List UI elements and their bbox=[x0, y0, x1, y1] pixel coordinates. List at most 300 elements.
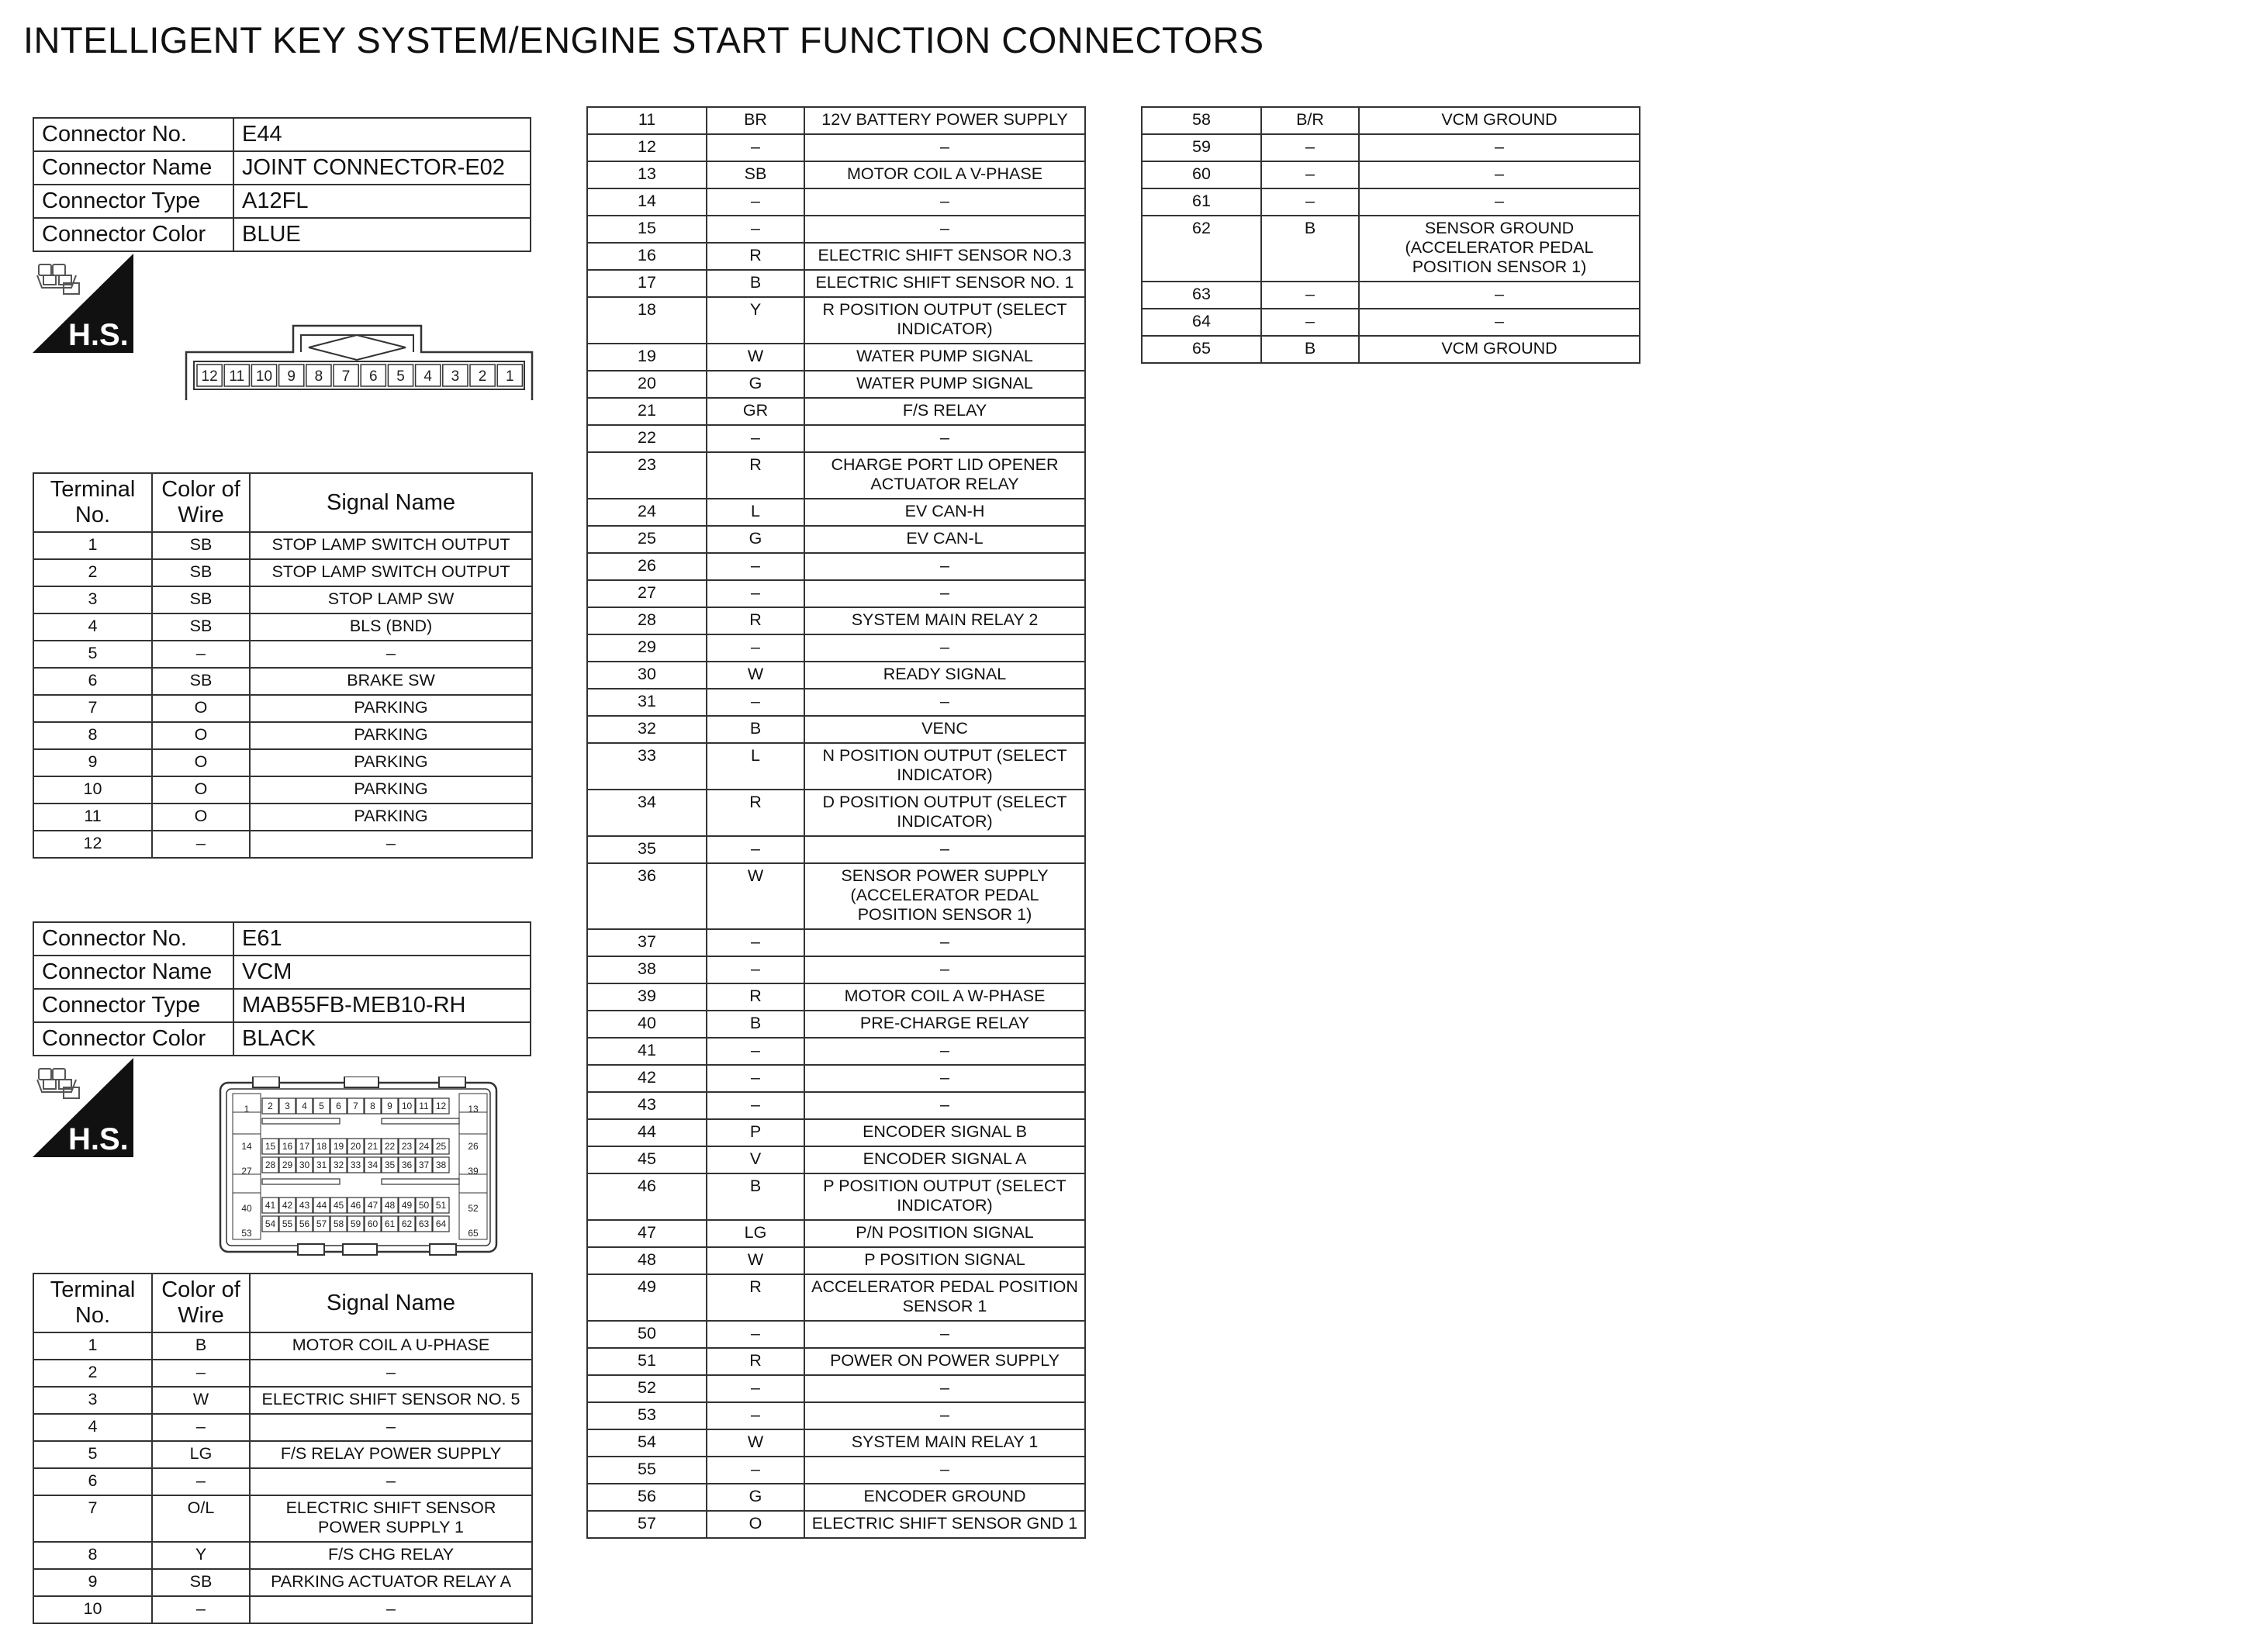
terminal-no-cell: 3 bbox=[33, 1387, 152, 1414]
terminal-no-cell: 10 bbox=[33, 1596, 152, 1623]
wire-color-cell: R bbox=[707, 1274, 804, 1321]
table-row bbox=[1142, 188, 1640, 216]
table-row bbox=[587, 1348, 1085, 1375]
connector-type-value: A12FL bbox=[233, 185, 531, 218]
wire-color-cell: – bbox=[707, 580, 804, 607]
table-row bbox=[587, 929, 1085, 956]
connector-name-row bbox=[33, 956, 531, 989]
terminal-no-cell: 2 bbox=[33, 1360, 152, 1387]
signal-name-cell: – bbox=[804, 836, 1085, 863]
terminal-no-cell: 9 bbox=[33, 749, 152, 776]
signal-name-cell: – bbox=[804, 929, 1085, 956]
wire-color-cell: – bbox=[707, 634, 804, 662]
signal-name-cell: SYSTEM MAIN RELAY 2 bbox=[804, 607, 1085, 634]
table-row bbox=[587, 270, 1085, 297]
wire-color-cell: B bbox=[1261, 216, 1359, 282]
wire-color-cell: – bbox=[707, 1375, 804, 1402]
signal-name-cell: PRE-CHARGE RELAY bbox=[804, 1011, 1085, 1038]
table-row bbox=[1142, 282, 1640, 309]
wire-color-cell: W bbox=[707, 344, 804, 371]
signal-name-cell: ELECTRIC SHIFT SENSOR NO.3 bbox=[804, 243, 1085, 270]
pin-number: 62 bbox=[401, 1218, 413, 1229]
terminal-no-cell: 44 bbox=[587, 1119, 707, 1146]
connector-color-row bbox=[33, 218, 531, 251]
signal-name-cell: ENCODER GROUND bbox=[804, 1484, 1085, 1511]
table-row bbox=[587, 1065, 1085, 1092]
terminal-table-header bbox=[33, 473, 532, 532]
wire-color-cell: SB bbox=[152, 1569, 250, 1596]
terminal-no-cell: 4 bbox=[33, 1414, 152, 1441]
header-signal-name: Signal Name bbox=[250, 473, 532, 532]
terminal-no-cell: 49 bbox=[587, 1274, 707, 1321]
pin-number: 2 bbox=[478, 368, 487, 385]
terminal-no-cell: 5 bbox=[33, 1441, 152, 1468]
wire-color-cell: – bbox=[707, 1402, 804, 1429]
terminal-no-cell: 59 bbox=[1142, 134, 1261, 161]
table-row bbox=[587, 1220, 1085, 1247]
signal-name-cell: ELECTRIC SHIFT SENSOR POWER SUPPLY 1 bbox=[250, 1495, 532, 1542]
wire-color-cell: W bbox=[152, 1387, 250, 1414]
terminal-no-cell: 6 bbox=[33, 668, 152, 695]
connector-name-row bbox=[33, 151, 531, 185]
pin-number: 38 bbox=[435, 1160, 447, 1170]
signal-name-cell: – bbox=[804, 1092, 1085, 1119]
signal-name-cell: – bbox=[250, 1360, 532, 1387]
signal-name-cell: SYSTEM MAIN RELAY 1 bbox=[804, 1429, 1085, 1457]
pin-number: 19 bbox=[333, 1141, 344, 1152]
table-row bbox=[33, 831, 532, 858]
table-row bbox=[1142, 336, 1640, 363]
signal-name-cell: VENC bbox=[804, 716, 1085, 743]
table-row bbox=[587, 1375, 1085, 1402]
signal-name-cell: ACCELERATOR PEDAL POSITION SENSOR 1 bbox=[804, 1274, 1085, 1321]
terminal-no-cell: 45 bbox=[587, 1146, 707, 1173]
pin-cavity bbox=[262, 1118, 340, 1124]
connector-color-label: Connector Color bbox=[33, 1022, 233, 1056]
connector-type-label: Connector Type bbox=[33, 989, 233, 1022]
table-row bbox=[33, 1332, 532, 1360]
connector-name-value: JOINT CONNECTOR-E02 bbox=[233, 151, 531, 185]
connector-type-value: MAB55FB-MEB10-RH bbox=[233, 989, 531, 1022]
header-terminal-no: Terminal No. bbox=[33, 473, 152, 532]
wire-color-cell: – bbox=[1261, 309, 1359, 336]
table-row bbox=[33, 559, 532, 586]
pin-number: 64 bbox=[435, 1218, 447, 1229]
terminal-table-e61-part3 bbox=[1141, 106, 1640, 364]
signal-name-cell: D POSITION OUTPUT (SELECT INDICATOR) bbox=[804, 790, 1085, 836]
signal-name-cell: POWER ON POWER SUPPLY bbox=[804, 1348, 1085, 1375]
pin-cavity bbox=[262, 1179, 340, 1184]
pin-number: 31 bbox=[316, 1160, 327, 1170]
pin-number: 21 bbox=[367, 1141, 379, 1152]
table-row bbox=[587, 134, 1085, 161]
table-row bbox=[587, 553, 1085, 580]
signal-name-cell: – bbox=[804, 425, 1085, 452]
table-row bbox=[587, 607, 1085, 634]
terminal-no-cell: 56 bbox=[587, 1484, 707, 1511]
wire-color-cell: O bbox=[152, 695, 250, 722]
pin-number: 29 bbox=[282, 1160, 293, 1170]
pin-number: 33 bbox=[350, 1160, 361, 1170]
table-row bbox=[33, 668, 532, 695]
wire-color-cell: – bbox=[707, 1065, 804, 1092]
signal-name-cell: CHARGE PORT LID OPENER ACTUATOR RELAY bbox=[804, 452, 1085, 499]
terminal-no-cell: 22 bbox=[587, 425, 707, 452]
pin-number: 7 bbox=[341, 368, 351, 385]
wire-color-cell: – bbox=[707, 929, 804, 956]
wire-color-cell: G bbox=[707, 371, 804, 398]
table-row bbox=[33, 613, 532, 641]
pin-number: 65 bbox=[468, 1228, 479, 1239]
connector-type-row bbox=[33, 989, 531, 1022]
wire-color-cell: G bbox=[707, 526, 804, 553]
table-row bbox=[33, 532, 532, 559]
pin-number: 2 bbox=[268, 1101, 273, 1111]
harness-side-icon bbox=[33, 254, 133, 353]
pin-number: 11 bbox=[419, 1101, 429, 1111]
signal-name-cell: ELECTRIC SHIFT SENSOR NO. 5 bbox=[250, 1387, 532, 1414]
signal-name-cell: – bbox=[250, 1596, 532, 1623]
terminal-no-cell: 50 bbox=[587, 1321, 707, 1348]
connector-color-row bbox=[33, 1022, 531, 1056]
table-row bbox=[587, 425, 1085, 452]
connector-no-row bbox=[33, 922, 531, 956]
signal-name-cell: SENSOR GROUND (ACCELERATOR PEDAL POSITION SENSOR 1) bbox=[1359, 216, 1640, 282]
terminal-no-cell: 16 bbox=[587, 243, 707, 270]
table-row bbox=[587, 452, 1085, 499]
connector-name-label: Connector Name bbox=[33, 956, 233, 989]
terminal-no-cell: 11 bbox=[33, 804, 152, 831]
wire-color-cell: O bbox=[152, 804, 250, 831]
terminal-no-cell: 25 bbox=[587, 526, 707, 553]
wire-color-cell: B bbox=[707, 716, 804, 743]
table-row bbox=[587, 716, 1085, 743]
harness-side-icon bbox=[33, 1058, 133, 1157]
table-row bbox=[587, 662, 1085, 689]
pin-number: 52 bbox=[468, 1203, 479, 1214]
terminal-no-cell: 53 bbox=[587, 1402, 707, 1429]
pin-number: 37 bbox=[418, 1160, 430, 1170]
terminal-no-cell: 31 bbox=[587, 689, 707, 716]
hs-label: H.S. bbox=[68, 318, 129, 352]
pin-number: 58 bbox=[333, 1218, 344, 1229]
connector-color-value: BLUE bbox=[233, 218, 531, 251]
pin-number: 1 bbox=[244, 1104, 250, 1115]
wire-color-cell: – bbox=[707, 956, 804, 983]
terminal-no-cell: 48 bbox=[587, 1247, 707, 1274]
wire-color-cell: L bbox=[707, 499, 804, 526]
pin-number: 42 bbox=[282, 1200, 293, 1211]
pin-number: 9 bbox=[287, 368, 296, 385]
pin-number: 23 bbox=[401, 1141, 413, 1152]
pin-number: 41 bbox=[264, 1200, 276, 1211]
pin-number: 36 bbox=[401, 1160, 413, 1170]
signal-name-cell: ELECTRIC SHIFT SENSOR NO. 1 bbox=[804, 270, 1085, 297]
signal-name-cell: – bbox=[250, 1468, 532, 1495]
table-row bbox=[587, 1484, 1085, 1511]
signal-name-cell: VCM GROUND bbox=[1359, 107, 1640, 134]
wire-color-cell: – bbox=[707, 1092, 804, 1119]
pin-number: 55 bbox=[282, 1218, 293, 1229]
signal-name-cell: – bbox=[804, 216, 1085, 243]
signal-name-cell: WATER PUMP SIGNAL bbox=[804, 371, 1085, 398]
table-row bbox=[33, 1387, 532, 1414]
pin-number: 63 bbox=[418, 1218, 430, 1229]
terminal-no-cell: 1 bbox=[33, 1332, 152, 1360]
terminal-table-e44 bbox=[33, 472, 533, 859]
terminal-no-cell: 21 bbox=[587, 398, 707, 425]
wire-color-cell: B bbox=[1261, 336, 1359, 363]
wire-color-cell: W bbox=[707, 863, 804, 929]
pin-cavity bbox=[382, 1118, 459, 1124]
signal-name-cell: – bbox=[250, 831, 532, 858]
terminal-no-cell: 32 bbox=[587, 716, 707, 743]
table-row bbox=[33, 1495, 532, 1542]
signal-name-cell: F/S CHG RELAY bbox=[250, 1542, 532, 1569]
wire-color-cell: – bbox=[152, 1596, 250, 1623]
pin-number: 7 bbox=[353, 1101, 358, 1111]
terminal-no-cell: 17 bbox=[587, 270, 707, 297]
connector-info-e61 bbox=[33, 921, 531, 1056]
table-row bbox=[587, 1429, 1085, 1457]
wire-color-cell: R bbox=[707, 452, 804, 499]
signal-name-cell: PARKING ACTUATOR RELAY A bbox=[250, 1569, 532, 1596]
terminal-no-cell: 47 bbox=[587, 1220, 707, 1247]
terminal-no-cell: 18 bbox=[587, 297, 707, 344]
signal-name-cell: VCM GROUND bbox=[1359, 336, 1640, 363]
terminal-no-cell: 38 bbox=[587, 956, 707, 983]
header-terminal-no: Terminal No. bbox=[33, 1274, 152, 1332]
table-row bbox=[33, 641, 532, 668]
wire-color-cell: – bbox=[707, 425, 804, 452]
wire-color-cell: – bbox=[707, 216, 804, 243]
terminal-table-header bbox=[33, 1274, 532, 1332]
table-row bbox=[33, 1360, 532, 1387]
signal-name-cell: PARKING bbox=[250, 776, 532, 804]
wire-color-cell: – bbox=[707, 134, 804, 161]
connector-no-row bbox=[33, 118, 531, 151]
signal-name-cell: – bbox=[250, 641, 532, 668]
header-signal-name: Signal Name bbox=[250, 1274, 532, 1332]
signal-name-cell: SENSOR POWER SUPPLY (ACCELERATOR PEDAL POSITION SENSOR 1) bbox=[804, 863, 1085, 929]
signal-name-cell: BRAKE SW bbox=[250, 668, 532, 695]
table-row bbox=[587, 743, 1085, 790]
terminal-no-cell: 51 bbox=[587, 1348, 707, 1375]
table-row bbox=[33, 804, 532, 831]
connector-name-value: VCM bbox=[233, 956, 531, 989]
signal-name-cell: P POSITION SIGNAL bbox=[804, 1247, 1085, 1274]
terminal-no-cell: 46 bbox=[587, 1173, 707, 1220]
pin-number: 1 bbox=[506, 368, 514, 385]
connector-color-value: BLACK bbox=[233, 1022, 531, 1056]
pin-number: 32 bbox=[333, 1160, 344, 1170]
terminal-no-cell: 33 bbox=[587, 743, 707, 790]
wire-color-cell: – bbox=[707, 1321, 804, 1348]
wire-color-cell: GR bbox=[707, 398, 804, 425]
pin-number: 17 bbox=[299, 1141, 310, 1152]
pin-number: 9 bbox=[387, 1101, 392, 1111]
table-row bbox=[587, 188, 1085, 216]
signal-name-cell: – bbox=[804, 956, 1085, 983]
wire-color-cell: – bbox=[707, 1038, 804, 1065]
pin-number: 3 bbox=[451, 368, 460, 385]
signal-name-cell: ENCODER SIGNAL A bbox=[804, 1146, 1085, 1173]
signal-name-cell: PARKING bbox=[250, 804, 532, 831]
wire-color-cell: SB bbox=[152, 668, 250, 695]
signal-name-cell: – bbox=[1359, 134, 1640, 161]
terminal-no-cell: 27 bbox=[587, 580, 707, 607]
pin-number: 13 bbox=[468, 1104, 479, 1115]
connector-name-label: Connector Name bbox=[33, 151, 233, 185]
wire-color-cell: – bbox=[707, 553, 804, 580]
connector-type-row bbox=[33, 185, 531, 218]
wire-color-cell: – bbox=[707, 836, 804, 863]
wire-color-cell: W bbox=[707, 1247, 804, 1274]
signal-name-cell: PARKING bbox=[250, 749, 532, 776]
terminal-no-cell: 58 bbox=[1142, 107, 1261, 134]
wire-color-cell: P bbox=[707, 1119, 804, 1146]
terminal-no-cell: 64 bbox=[1142, 309, 1261, 336]
signal-name-cell: – bbox=[804, 1402, 1085, 1429]
connector-no-value: E61 bbox=[233, 922, 531, 956]
table-row bbox=[587, 689, 1085, 716]
table-row bbox=[587, 344, 1085, 371]
table-row bbox=[587, 1119, 1085, 1146]
pin-number: 4 bbox=[302, 1101, 307, 1111]
terminal-no-cell: 42 bbox=[587, 1065, 707, 1092]
terminal-no-cell: 26 bbox=[587, 553, 707, 580]
pin-number: 22 bbox=[384, 1141, 396, 1152]
signal-name-cell: 12V BATTERY POWER SUPPLY bbox=[804, 107, 1085, 134]
terminal-no-cell: 12 bbox=[587, 134, 707, 161]
pin-number: 51 bbox=[435, 1200, 447, 1211]
table-row bbox=[587, 1247, 1085, 1274]
terminal-no-cell: 37 bbox=[587, 929, 707, 956]
table-row bbox=[587, 580, 1085, 607]
signal-name-cell: R POSITION OUTPUT (SELECT INDICATOR) bbox=[804, 297, 1085, 344]
table-row bbox=[587, 1092, 1085, 1119]
table-row bbox=[587, 863, 1085, 929]
signal-name-cell: – bbox=[804, 553, 1085, 580]
signal-name-cell: F/S RELAY POWER SUPPLY bbox=[250, 1441, 532, 1468]
pin-number: 46 bbox=[350, 1200, 361, 1211]
wire-color-cell: R bbox=[707, 243, 804, 270]
terminal-no-cell: 8 bbox=[33, 1542, 152, 1569]
terminal-no-cell: 3 bbox=[33, 586, 152, 613]
signal-name-cell: N POSITION OUTPUT (SELECT INDICATOR) bbox=[804, 743, 1085, 790]
terminal-no-cell: 57 bbox=[587, 1511, 707, 1538]
signal-name-cell: READY SIGNAL bbox=[804, 662, 1085, 689]
table-row bbox=[587, 1274, 1085, 1321]
signal-name-cell: MOTOR COIL A U-PHASE bbox=[250, 1332, 532, 1360]
pin-number: 10 bbox=[255, 368, 273, 385]
wire-color-cell: W bbox=[707, 1429, 804, 1457]
wire-color-cell: G bbox=[707, 1484, 804, 1511]
wire-color-cell: V bbox=[707, 1146, 804, 1173]
signal-name-cell: – bbox=[804, 1457, 1085, 1484]
header-wire-color: Color of Wire bbox=[152, 473, 250, 532]
pin-number: 10 bbox=[401, 1101, 413, 1111]
signal-name-cell: – bbox=[804, 188, 1085, 216]
table-row bbox=[1142, 309, 1640, 336]
wire-color-cell: – bbox=[152, 641, 250, 668]
wire-color-cell: O bbox=[152, 749, 250, 776]
wire-color-cell: R bbox=[707, 790, 804, 836]
wire-color-cell: O bbox=[152, 776, 250, 804]
terminal-no-cell: 61 bbox=[1142, 188, 1261, 216]
pin-number: 6 bbox=[369, 368, 378, 385]
signal-name-cell: P POSITION OUTPUT (SELECT INDICATOR) bbox=[804, 1173, 1085, 1220]
wire-color-cell: L bbox=[707, 743, 804, 790]
pin-number: 8 bbox=[314, 368, 323, 385]
wire-color-cell: SB bbox=[152, 532, 250, 559]
pin-number: 53 bbox=[241, 1228, 252, 1239]
terminal-no-cell: 1 bbox=[33, 532, 152, 559]
table-row bbox=[587, 634, 1085, 662]
terminal-no-cell: 62 bbox=[1142, 216, 1261, 282]
terminal-table-e61-part2 bbox=[586, 106, 1086, 1539]
wire-color-cell: B/R bbox=[1261, 107, 1359, 134]
signal-name-cell: – bbox=[804, 1375, 1085, 1402]
terminal-no-cell: 34 bbox=[587, 790, 707, 836]
signal-name-cell: – bbox=[250, 1414, 532, 1441]
table-row bbox=[33, 586, 532, 613]
connector-color-label: Connector Color bbox=[33, 218, 233, 251]
pin-number: 15 bbox=[264, 1141, 276, 1152]
connector-no-label: Connector No. bbox=[33, 922, 233, 956]
signal-name-cell: – bbox=[1359, 282, 1640, 309]
pin-number: 26 bbox=[468, 1141, 479, 1152]
pin-number: 3 bbox=[285, 1101, 290, 1111]
pin-number: 59 bbox=[350, 1218, 361, 1229]
signal-name-cell: – bbox=[804, 580, 1085, 607]
terminal-no-cell: 15 bbox=[587, 216, 707, 243]
table-row bbox=[33, 722, 532, 749]
terminal-no-cell: 29 bbox=[587, 634, 707, 662]
terminal-no-cell: 40 bbox=[587, 1011, 707, 1038]
wire-color-cell: – bbox=[152, 1360, 250, 1387]
table-row bbox=[587, 956, 1085, 983]
pin-number: 20 bbox=[350, 1141, 361, 1152]
signal-name-cell: ENCODER SIGNAL B bbox=[804, 1119, 1085, 1146]
signal-name-cell: P/N POSITION SIGNAL bbox=[804, 1220, 1085, 1247]
table-row bbox=[587, 297, 1085, 344]
pin-number: 54 bbox=[264, 1218, 276, 1229]
terminal-no-cell: 30 bbox=[587, 662, 707, 689]
table-row bbox=[587, 836, 1085, 863]
pin-number: 44 bbox=[316, 1200, 327, 1211]
pin-number: 35 bbox=[384, 1160, 396, 1170]
table-row bbox=[587, 1457, 1085, 1484]
table-row bbox=[587, 243, 1085, 270]
signal-name-cell: EV CAN-H bbox=[804, 499, 1085, 526]
wire-color-cell: – bbox=[152, 1468, 250, 1495]
terminal-no-cell: 4 bbox=[33, 613, 152, 641]
wire-color-cell: LG bbox=[152, 1441, 250, 1468]
wire-color-cell: B bbox=[152, 1332, 250, 1360]
pin-number: 60 bbox=[367, 1218, 379, 1229]
terminal-no-cell: 6 bbox=[33, 1468, 152, 1495]
table-row bbox=[587, 1173, 1085, 1220]
terminal-no-cell: 20 bbox=[587, 371, 707, 398]
wire-color-cell: W bbox=[707, 662, 804, 689]
connector-no-value: E44 bbox=[233, 118, 531, 151]
pin-number: 12 bbox=[201, 368, 218, 385]
signal-name-cell: PARKING bbox=[250, 722, 532, 749]
terminal-no-cell: 63 bbox=[1142, 282, 1261, 309]
wire-color-cell: – bbox=[707, 1457, 804, 1484]
signal-name-cell: – bbox=[804, 634, 1085, 662]
